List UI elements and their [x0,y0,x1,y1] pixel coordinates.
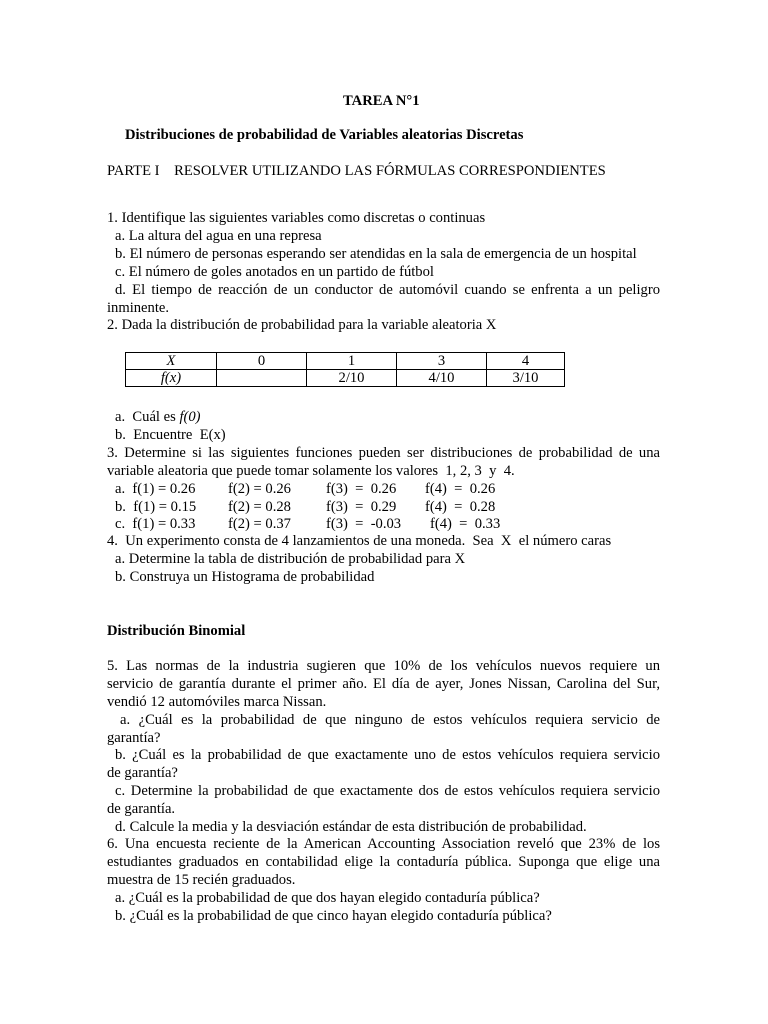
q3-stem-line1: 3. Determine si las siguientes funciones pueden ser distribuciones de probabilidad de una [107,445,660,461]
q1-stem: 1. Identifique las siguientes variables como discretas o continuas [107,210,486,226]
q3-a-f3: f(3) = 0.26 [326,481,397,497]
q3-a-f2: f(2) = 0.26 [228,481,291,497]
q5-option-d: d. Calcule la media y la desviación estándar de esta distribución de probabilidad. [115,819,587,835]
q5-option-c-line2: de garantía. [107,801,176,817]
q3-b-f1: b. f(1) = 0.15 [115,499,197,515]
table-cell: 3/10 [487,370,565,387]
q1-option-b: b. El número de personas esperando ser atendidas en la sala de emergencia de un hospital [115,246,637,262]
q2-stem: 2. Dada la distribución de probabilidad para la variable aleatoria X [107,317,497,333]
q1-option-d-line1: d. El tiempo de reacción de un conductor de automóvil cuando se enfrenta a un peligro [115,282,660,298]
q3-stem-line2: variable aleatoria que puede tomar solamente los valores 1, 2, 3 y 4. [107,463,515,479]
q4-stem: 4. Un experimento consta de 4 lanzamientos de una moneda. Sea X el número caras [107,533,612,549]
probability-table [125,352,565,387]
table-cell: f(x) [126,370,217,387]
q3-b-f3: f(3) = 0.29 [326,499,397,515]
q3-c-f2: f(2) = 0.37 [228,516,291,532]
q6-line3: muestra de 15 recién graduados. [107,872,296,888]
q4-option-a: a. Determine la tabla de distribución de probabilidad para X [115,551,466,567]
table-cell: X [126,353,217,370]
q2-option-b: b. Encuentre E(x) [115,427,226,443]
q3-a-f4: f(4) = 0.26 [425,481,496,497]
q6-line2: estudiantes graduados en contabilidad elige la contaduría pública. Suponga que elige una [107,854,660,870]
q3-b-f2: f(2) = 0.28 [228,499,291,515]
q1-option-d-line2: inminente. [107,300,170,316]
q2-option-a-text: a. Cuál es [115,409,180,425]
q2-option-a-function: f(0) [179,409,201,425]
q5-line1: 5. Las normas de la industria sugieren que 10% de los vehículos nuevos requiere un [107,658,660,674]
q5-line3: vendió 12 automóviles marca Nissan. [107,694,327,710]
table-cell: 3 [397,353,487,370]
q4-option-b: b. Construya un Histograma de probabilidad [115,569,375,585]
q6-option-a: a. ¿Cuál es la probabilidad de que dos hayan elegido contaduría pública? [115,890,540,906]
table-cell [217,370,307,387]
q5-option-b-line1: b. ¿Cuál es la probabilidad de que exactamente uno de estos vehículos requiera servicio [115,747,660,763]
section-heading-binomial: Distribución Binomial [107,623,246,639]
q6-line1: 6. Una encuesta reciente de la American Accounting Association reveló que 23% de los [107,836,660,852]
table-cell: 4 [487,353,565,370]
q5-option-c-line1: c. Determine la probabilidad de que exactamente dos de estos vehículos requiera servicio [115,783,660,799]
part-heading: PARTE I RESOLVER UTILIZANDO LAS FÓRMULAS CORRESPONDIENTES [107,163,606,179]
q6-option-b: b. ¿Cuál es la probabilidad de que cinco hayan elegido contaduría pública? [115,908,552,924]
table-cell: 2/10 [307,370,397,387]
q3-c-f1: c. f(1) = 0.33 [115,516,196,532]
q5-option-a-line1: a. ¿Cuál es la probabilidad de que ninguno de estos vehículos requiera servicio de [120,712,660,728]
q1-option-c: c. El número de goles anotados en un partido de fútbol [115,264,434,280]
q2-option-a [115,410,201,425]
q5-option-b-line2: de garantía? [107,765,178,781]
doc-title: TAREA N°1 [343,93,420,109]
table-cell: 1 [307,353,397,370]
q1-option-a: a. La altura del agua en una represa [115,228,322,244]
table-cell: 4/10 [397,370,487,387]
table-row [126,370,565,387]
q3-c-f4: f(4) = 0.33 [430,516,501,532]
q3-c-f3: f(3) = -0.03 [326,516,402,532]
doc-subtitle: Distribuciones de probabilidad de Variables aleatorias Discretas [125,127,524,143]
q5-option-a-line2: garantía? [107,730,161,746]
table-row [126,353,565,370]
q3-b-f4: f(4) = 0.28 [425,499,496,515]
q5-line2: servicio de garantía durante el primer año. El día de ayer, Jones Nissan, Carolina del Sur, [107,676,660,692]
table-cell: 0 [217,353,307,370]
q3-a-f1: a. f(1) = 0.26 [115,481,196,497]
